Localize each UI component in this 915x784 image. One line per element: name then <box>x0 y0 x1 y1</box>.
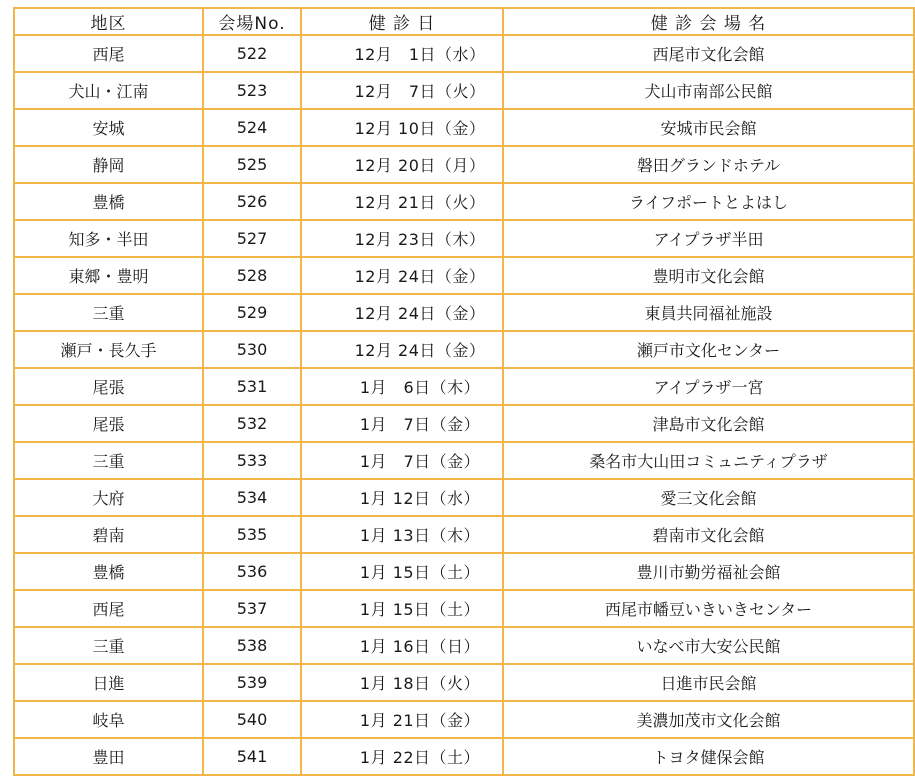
region-cell: 豊橋 <box>14 183 203 220</box>
venue-name-cell: 西尾市幡豆いきいきセンター <box>503 590 914 627</box>
region-cell: 尾張 <box>14 368 203 405</box>
venue-name-cell: いなべ市大安公民館 <box>503 627 914 664</box>
region-cell: 静岡 <box>14 146 203 183</box>
venue-no-cell: 534 <box>203 479 301 516</box>
venue-name-cell: 磐田グランドホテル <box>503 146 914 183</box>
region-cell: 瀬戸・長久手 <box>14 331 203 368</box>
venue-name-cell: ライフポートとよはし <box>503 183 914 220</box>
exam-date-cell <box>301 516 503 553</box>
region-cell: 知多・半田 <box>14 220 203 257</box>
header-exam-date: 健 診 日 <box>301 8 503 35</box>
exam-date-cell <box>301 442 503 479</box>
venue-name-cell: 豊明市文化会館 <box>503 257 914 294</box>
venue-no-cell: 524 <box>203 109 301 146</box>
exam-date-text: 12月 24日（金） <box>354 304 486 323</box>
table-row <box>14 701 914 738</box>
region-cell: 豊橋 <box>14 553 203 590</box>
exam-date-cell <box>301 294 503 331</box>
table-row <box>14 553 914 590</box>
venue-name-cell: 美濃加茂市文化会館 <box>503 701 914 738</box>
exam-date-text: 1月 15日（土） <box>359 563 481 582</box>
venue-no-cell: 527 <box>203 220 301 257</box>
table-row <box>14 664 914 701</box>
exam-date-text: 1月 21日（金） <box>359 711 481 730</box>
exam-date-text: 1月 6日（木） <box>359 378 481 397</box>
exam-date-cell <box>301 368 503 405</box>
venue-no-cell: 530 <box>203 331 301 368</box>
table-row <box>14 442 914 479</box>
venue-name-cell: アイプラザ半田 <box>503 220 914 257</box>
exam-date-text: 1月 22日（土） <box>359 748 481 767</box>
venue-name-cell: 東員共同福祉施設 <box>503 294 914 331</box>
region-cell: 西尾 <box>14 590 203 627</box>
exam-date-text: 12月 23日（木） <box>354 230 486 249</box>
exam-date-cell <box>301 257 503 294</box>
header-region: 地区 <box>14 8 203 35</box>
venue-name-cell: 日進市民会館 <box>503 664 914 701</box>
venue-name-cell: アイプラザ一宮 <box>503 368 914 405</box>
exam-date-text: 12月 7日（火） <box>354 82 486 101</box>
exam-date-cell <box>301 664 503 701</box>
region-cell: 犬山・江南 <box>14 72 203 109</box>
exam-date-text: 12月 24日（金） <box>354 341 486 360</box>
exam-date-text: 12月 24日（金） <box>354 267 486 286</box>
exam-date-cell <box>301 627 503 664</box>
region-cell: 豊田 <box>14 738 203 775</box>
exam-date-cell <box>301 331 503 368</box>
venue-no-cell: 539 <box>203 664 301 701</box>
venue-no-cell: 531 <box>203 368 301 405</box>
table-row <box>14 516 914 553</box>
exam-date-text: 12月 21日（火） <box>354 193 486 212</box>
venue-no-cell: 532 <box>203 405 301 442</box>
exam-date-cell <box>301 35 503 72</box>
table-header <box>14 8 914 35</box>
exam-date-cell <box>301 220 503 257</box>
exam-date-text: 12月 1日（水） <box>354 45 486 64</box>
table-row <box>14 738 914 775</box>
venue-no-cell: 537 <box>203 590 301 627</box>
venue-no-cell: 540 <box>203 701 301 738</box>
exam-date-text: 1月 12日（水） <box>359 489 481 508</box>
exam-date-cell <box>301 405 503 442</box>
header-row <box>14 8 914 35</box>
venue-no-cell: 541 <box>203 738 301 775</box>
venue-name-cell: 愛三文化会館 <box>503 479 914 516</box>
venue-name-cell: 安城市民会館 <box>503 109 914 146</box>
region-cell: 碧南 <box>14 516 203 553</box>
venue-name-cell: トヨタ健保会館 <box>503 738 914 775</box>
exam-date-cell <box>301 183 503 220</box>
venue-no-cell: 522 <box>203 35 301 72</box>
table-row <box>14 220 914 257</box>
venue-name-cell: 西尾市文化会館 <box>503 35 914 72</box>
venue-no-cell: 523 <box>203 72 301 109</box>
table-row <box>14 368 914 405</box>
table-row <box>14 331 914 368</box>
venue-no-cell: 526 <box>203 183 301 220</box>
region-cell: 岐阜 <box>14 701 203 738</box>
region-cell: 三重 <box>14 294 203 331</box>
exam-date-text: 1月 16日（日） <box>359 637 481 656</box>
venue-name-cell: 豊川市勤労福祉会館 <box>503 553 914 590</box>
header-venue-name: 健 診 会 場 名 <box>503 8 914 35</box>
exam-date-cell <box>301 553 503 590</box>
region-cell: 三重 <box>14 627 203 664</box>
venue-no-cell: 538 <box>203 627 301 664</box>
exam-date-cell <box>301 738 503 775</box>
header-venue-no: 会場No. <box>203 8 301 35</box>
venue-no-cell: 535 <box>203 516 301 553</box>
region-cell: 東郷・豊明 <box>14 257 203 294</box>
venue-name-cell: 桑名市大山田コミュニティプラザ <box>503 442 914 479</box>
table-row <box>14 35 914 72</box>
table-row <box>14 257 914 294</box>
exam-date-cell <box>301 701 503 738</box>
table-row <box>14 294 914 331</box>
exam-date-text: 1月 7日（金） <box>359 415 481 434</box>
table-body <box>14 35 914 775</box>
region-cell: 尾張 <box>14 405 203 442</box>
venue-no-cell: 525 <box>203 146 301 183</box>
exam-date-text: 12月 10日（金） <box>354 119 486 138</box>
region-cell: 大府 <box>14 479 203 516</box>
venue-no-cell: 528 <box>203 257 301 294</box>
exam-date-cell <box>301 109 503 146</box>
region-cell: 西尾 <box>14 35 203 72</box>
table-row <box>14 183 914 220</box>
venue-no-cell: 536 <box>203 553 301 590</box>
exam-date-text: 1月 7日（金） <box>359 452 481 471</box>
region-cell: 三重 <box>14 442 203 479</box>
region-cell: 安城 <box>14 109 203 146</box>
exam-schedule-table <box>13 7 915 776</box>
exam-date-cell <box>301 590 503 627</box>
exam-date-cell <box>301 479 503 516</box>
table-row <box>14 479 914 516</box>
exam-date-text: 1月 15日（土） <box>359 600 481 619</box>
exam-date-text: 1月 13日（木） <box>359 526 481 545</box>
table-row <box>14 590 914 627</box>
table-row <box>14 109 914 146</box>
venue-name-cell: 瀬戸市文化センター <box>503 331 914 368</box>
venue-no-cell: 533 <box>203 442 301 479</box>
exam-date-text: 12月 20日（月） <box>354 156 486 175</box>
venue-no-cell: 529 <box>203 294 301 331</box>
table-row <box>14 405 914 442</box>
exam-date-cell <box>301 72 503 109</box>
venue-name-cell: 碧南市文化会館 <box>503 516 914 553</box>
exam-date-text: 1月 18日（火） <box>359 674 481 693</box>
region-cell: 日進 <box>14 664 203 701</box>
venue-name-cell: 犬山市南部公民館 <box>503 72 914 109</box>
exam-date-cell <box>301 146 503 183</box>
table-row <box>14 146 914 183</box>
venue-name-cell: 津島市文化会館 <box>503 405 914 442</box>
table-row <box>14 72 914 109</box>
table-row <box>14 627 914 664</box>
